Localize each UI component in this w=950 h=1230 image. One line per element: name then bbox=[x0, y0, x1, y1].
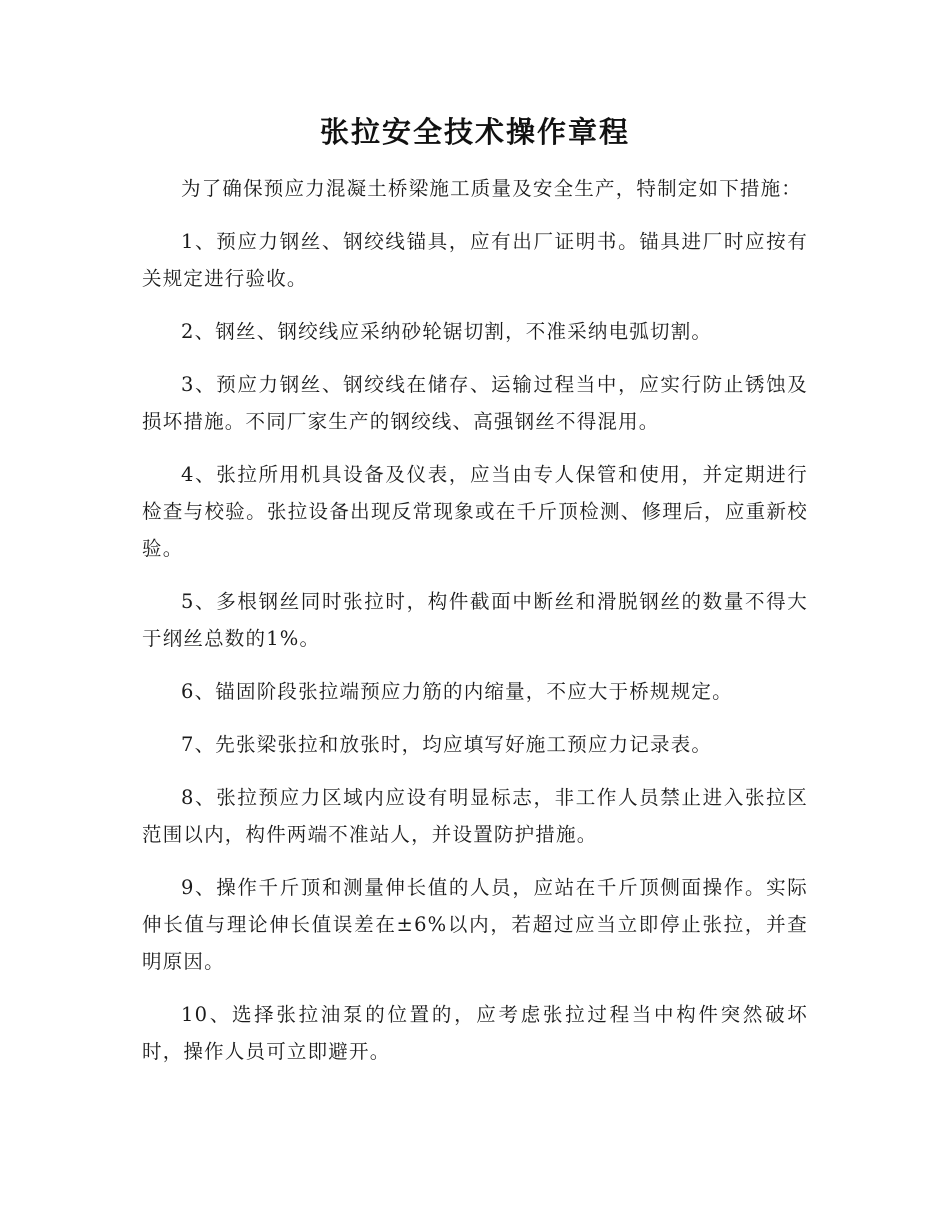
document-page bbox=[142, 112, 808, 1086]
item-paragraph-10: 10、选择张拉油泵的位置的，应考虑张拉过程当中构件突然破坏时，操作人员可立即避开。 bbox=[142, 1003, 808, 1063]
item-paragraph-9: 9、操作千斤顶和测量伸长值的人员，应站在千斤顶侧面操作。实际伸长值与理论伸长值误差在±6%以内，若超过应当立即停止张拉，并查明原因。 bbox=[142, 876, 808, 973]
item-paragraph-3: 3、预应力钢丝、钢绞线在储存、运输过程当中，应实行防止锈蚀及损坏措施。不同厂家生产的钢绞线、高强钢丝不得混用。 bbox=[142, 373, 808, 433]
item-paragraph-1: 1、预应力钢丝、钢绞线锚具，应有出厂证明书。锚具进厂时应按有关规定进行验收。 bbox=[142, 230, 808, 290]
item-paragraph-2: 2、钢丝、钢绞线应采纳砂轮锯切割，不准采纳电弧切割。 bbox=[181, 320, 713, 343]
item-paragraph-5: 5、多根钢丝同时张拉时，构件截面中断丝和滑脱钢丝的数量不得大于纲丝总数的1%。 bbox=[142, 590, 808, 650]
document-title: 张拉安全技术操作章程 bbox=[319, 115, 630, 149]
item-paragraph-4: 4、张拉所用机具设备及仪表，应当由专人保管和使用，并定期进行检查与校验。张拉设备出现反常现象或在千斤顶检测、修理后，应重新校验。 bbox=[142, 463, 808, 560]
item-paragraph-7: 7、先张梁张拉和放张时，均应填写好施工预应力记录表。 bbox=[181, 733, 713, 756]
intro-paragraph: 为了确保预应力混凝土桥梁施工质量及安全生产，特制定如下措施： bbox=[181, 177, 803, 200]
item-paragraph-6: 6、锚固阶段张拉端预应力筋的内缩量，不应大于桥规规定。 bbox=[181, 680, 733, 703]
item-paragraph-8: 8、张拉预应力区域内应设有明显标志，非工作人员禁止进入张拉区范围以内，构件两端不准站人，并设置防护措施。 bbox=[142, 786, 808, 846]
